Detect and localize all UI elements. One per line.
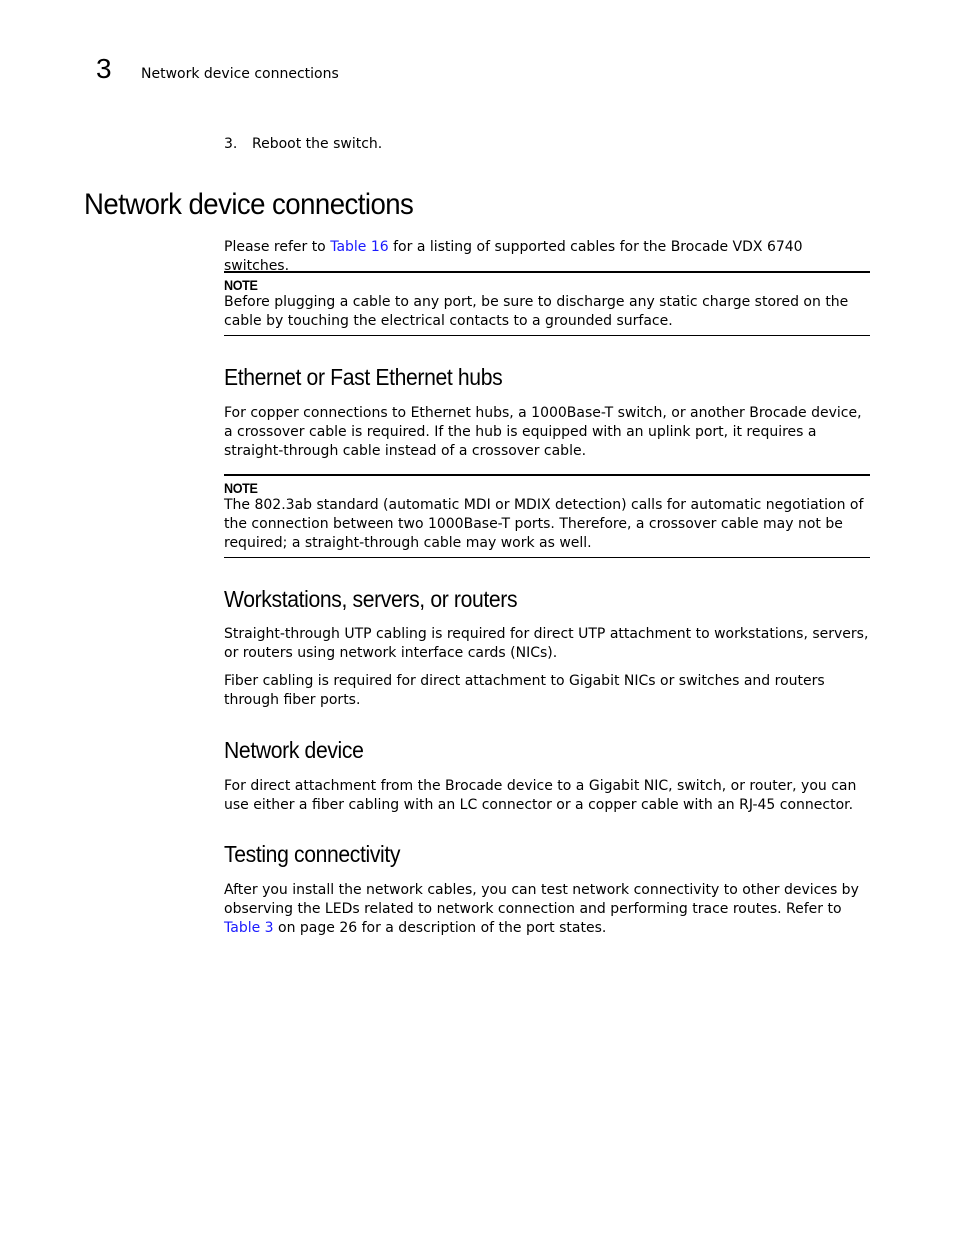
testing-text-end: on page 26 for a description of the port states.: [273, 920, 607, 936]
intro-text-end: for a listing of supported cables for the Brocade VDX 6740 switches.: [224, 239, 803, 274]
step-number: 3.: [224, 136, 238, 152]
section-heading-network-device: Network device: [224, 737, 364, 763]
testing-text-start: After you install the network cables, you can test network connectivity to other devices by observing the LEDs related to network connection and performing trace routes. Refer to: [224, 882, 859, 917]
note-box-static-charge: [224, 271, 870, 336]
section-heading-ethernet: Ethernet or Fast Ethernet hubs: [224, 364, 503, 390]
step-text: Reboot the switch.: [252, 136, 383, 152]
note-box-mdi: [224, 474, 870, 558]
chapter-number: 3: [96, 53, 112, 84]
intro-text-start: Please refer to: [224, 239, 331, 255]
step-item: [224, 135, 382, 153]
ethernet-paragraph: For copper connections to Ethernet hubs, a 1000Base-T switch, or another Brocade device, a crossover cable is required. If the hub is equipped with an uplink port, it requires a straight-through cable instead of a crossover cable.: [224, 405, 862, 459]
note-text: Before plugging a cable to any port, be sure to discharge any static charge stored on the cable by touching the electrical contacts to a grounded surface.: [224, 294, 849, 329]
page-title: Network device connections: [84, 188, 414, 221]
note-label: NOTE: [224, 480, 258, 496]
workstations-paragraph-1: Straight-through UTP cabling is required for direct UTP attachment to workstations, servers, or routers using network interface cards (NICs).: [224, 626, 869, 661]
section-heading-testing: Testing connectivity: [224, 841, 401, 867]
section-heading-workstations: Workstations, servers, or routers: [224, 586, 518, 612]
table-3-link[interactable]: Table 3: [224, 920, 274, 936]
running-header-title: Network device connections: [141, 66, 339, 82]
table-16-link[interactable]: Table 16: [330, 239, 389, 255]
workstations-paragraph-2: Fiber cabling is required for direct attachment to Gigabit NICs or switches and routers through fiber ports.: [224, 673, 825, 708]
testing-paragraph: [224, 881, 870, 938]
note-label: NOTE: [224, 277, 258, 293]
note-text: The 802.3ab standard (automatic MDI or MDIX detection) calls for automatic negotiation of the connection between two 1000Base-T ports. Therefore, a crossover cable may not be required; a straight-through cable may work as well.: [224, 497, 864, 551]
network-device-paragraph: For direct attachment from the Brocade device to a Gigabit NIC, switch, or router, you can use either a fiber cabling with an LC connector or a copper cable with an RJ-45 connector.: [224, 778, 857, 813]
